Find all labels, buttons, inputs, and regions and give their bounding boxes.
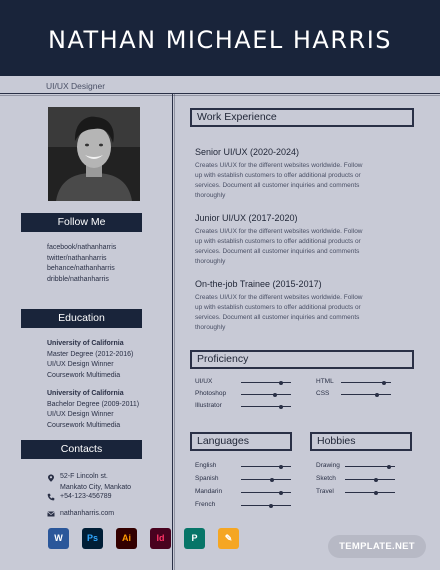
- address-line: Mankato City, Mankato: [60, 483, 132, 491]
- address-line: 52-F Lincoln st.: [60, 473, 108, 480]
- desc-line: thoroughly: [195, 192, 226, 199]
- contact-email[interactable]: nathanharris.com: [60, 510, 115, 517]
- proficiency-label: Photoshop: [195, 390, 227, 397]
- proficiency-track: [241, 406, 291, 407]
- desc-line: up with establish customers to offer additional products or: [195, 238, 361, 245]
- indesign-icon: Id: [150, 528, 171, 549]
- phone-icon: [47, 493, 55, 501]
- photoshop-icon: Ps: [82, 528, 103, 549]
- award-line: UI/UX Design Winner: [47, 411, 114, 418]
- job-title: Junior UI/UX (2017-2020): [195, 213, 298, 223]
- degree-line: Bachelor Degree (2009-2011): [47, 400, 140, 408]
- language-track: [241, 505, 291, 506]
- column-divider: [172, 94, 173, 570]
- hobby-label: Sketch: [316, 475, 336, 482]
- proficiency-track: [241, 394, 291, 395]
- coursework-line: Coursework Multimedia: [47, 421, 121, 429]
- job-title: Senior UI/UX (2020-2024): [195, 147, 300, 157]
- link-dribble[interactable]: dribble/nathanharris: [47, 276, 109, 283]
- desc-line: services. Document all customer inquiries and comments: [195, 314, 360, 321]
- language-label: English: [195, 462, 217, 469]
- languages-heading: Languages: [190, 432, 292, 451]
- link-facebook[interactable]: facebook/nathanharris: [47, 244, 117, 251]
- language-level-dot: [279, 465, 283, 469]
- proficiency-level-dot: [375, 393, 379, 397]
- location-pin-icon: [47, 474, 55, 482]
- education-entry: [47, 389, 139, 431]
- language-level-dot: [279, 491, 283, 495]
- language-label: French: [195, 501, 216, 508]
- column-divider-thin: [174, 94, 175, 570]
- link-twitter[interactable]: twitter/nathanharris: [47, 255, 107, 262]
- award-line: UI/UX Design Winner: [47, 361, 114, 368]
- education-heading: Education: [21, 309, 142, 328]
- desc-line: up with establish customers to offer additional products or: [195, 304, 361, 311]
- pages-icon: ✎: [218, 528, 239, 549]
- hobby-level-dot: [374, 478, 378, 482]
- language-level-dot: [269, 504, 273, 508]
- proficiency-track: [341, 394, 391, 395]
- proficiency-label: CSS: [316, 390, 330, 397]
- job-description: [195, 161, 385, 201]
- desc-line: thoroughly: [195, 258, 226, 265]
- resume-name: NATHAN MICHAEL HARRIS: [47, 26, 392, 54]
- contact-phone[interactable]: +54-123-456789: [60, 493, 112, 500]
- school-name: University of California: [47, 340, 124, 347]
- publisher-icon: P: [184, 528, 205, 549]
- work-experience-heading: Work Experience: [190, 108, 414, 127]
- proficiency-level-dot: [382, 381, 386, 385]
- desc-line: services. Document all customer inquiries and comments: [195, 182, 360, 189]
- proficiency-level-dot: [273, 393, 277, 397]
- contact-address: [60, 472, 131, 493]
- language-label: Mandarin: [195, 488, 223, 495]
- word-icon: W: [48, 528, 69, 549]
- follow-heading: Follow Me: [21, 213, 142, 232]
- proficiency-label: Illustrator: [195, 402, 222, 409]
- desc-line: Creates UI/UX for the different websites worldwide. Follow: [195, 228, 363, 235]
- desc-line: Creates UI/UX for the different websites worldwide. Follow: [195, 162, 363, 169]
- job-description: [195, 227, 385, 267]
- job-subtitle: UI/UX Designer: [46, 81, 106, 91]
- desc-line: services. Document all customer inquiries and comments: [195, 248, 360, 255]
- language-track: [241, 466, 291, 467]
- coursework-line: Coursework Multimedia: [47, 371, 121, 379]
- illustrator-icon: Ai: [116, 528, 137, 549]
- profile-photo: [48, 107, 140, 201]
- job-title: On-the-job Trainee (2015-2017): [195, 279, 322, 289]
- proficiency-level-dot: [279, 405, 283, 409]
- desc-line: Creates UI/UX for the different websites worldwide. Follow: [195, 294, 363, 301]
- email-icon: [47, 510, 55, 518]
- school-name: University of California: [47, 390, 124, 397]
- proficiency-label: UI/UX: [195, 378, 213, 385]
- hobby-label: Travel: [316, 488, 334, 495]
- hobby-track: [345, 492, 395, 493]
- link-behance[interactable]: behance/nathanharris: [47, 265, 115, 272]
- job-description: [195, 293, 385, 333]
- hobbies-heading: Hobbies: [310, 432, 412, 451]
- language-track: [241, 479, 291, 480]
- proficiency-heading: Proficiency: [190, 350, 414, 369]
- divider-line: [0, 93, 440, 94]
- hobby-track: [345, 479, 395, 480]
- language-track: [241, 492, 291, 493]
- desc-line: up with establish customers to offer additional products or: [195, 172, 361, 179]
- template-watermark: TEMPLATE.NET: [328, 535, 426, 558]
- language-level-dot: [270, 478, 274, 482]
- header-bar: [0, 0, 440, 76]
- divider-line-thin: [0, 95, 440, 96]
- degree-line: Master Degree (2012-2016): [47, 350, 134, 358]
- education-entry: [47, 339, 133, 381]
- contacts-heading: Contacts: [21, 440, 142, 459]
- desc-line: thoroughly: [195, 324, 226, 331]
- hobby-level-dot: [387, 465, 391, 469]
- language-label: Spanish: [195, 475, 219, 482]
- proficiency-track: [241, 382, 291, 383]
- proficiency-label: HTML: [316, 378, 334, 385]
- proficiency-level-dot: [279, 381, 283, 385]
- hobby-label: Drawing: [316, 462, 340, 469]
- hobby-level-dot: [374, 491, 378, 495]
